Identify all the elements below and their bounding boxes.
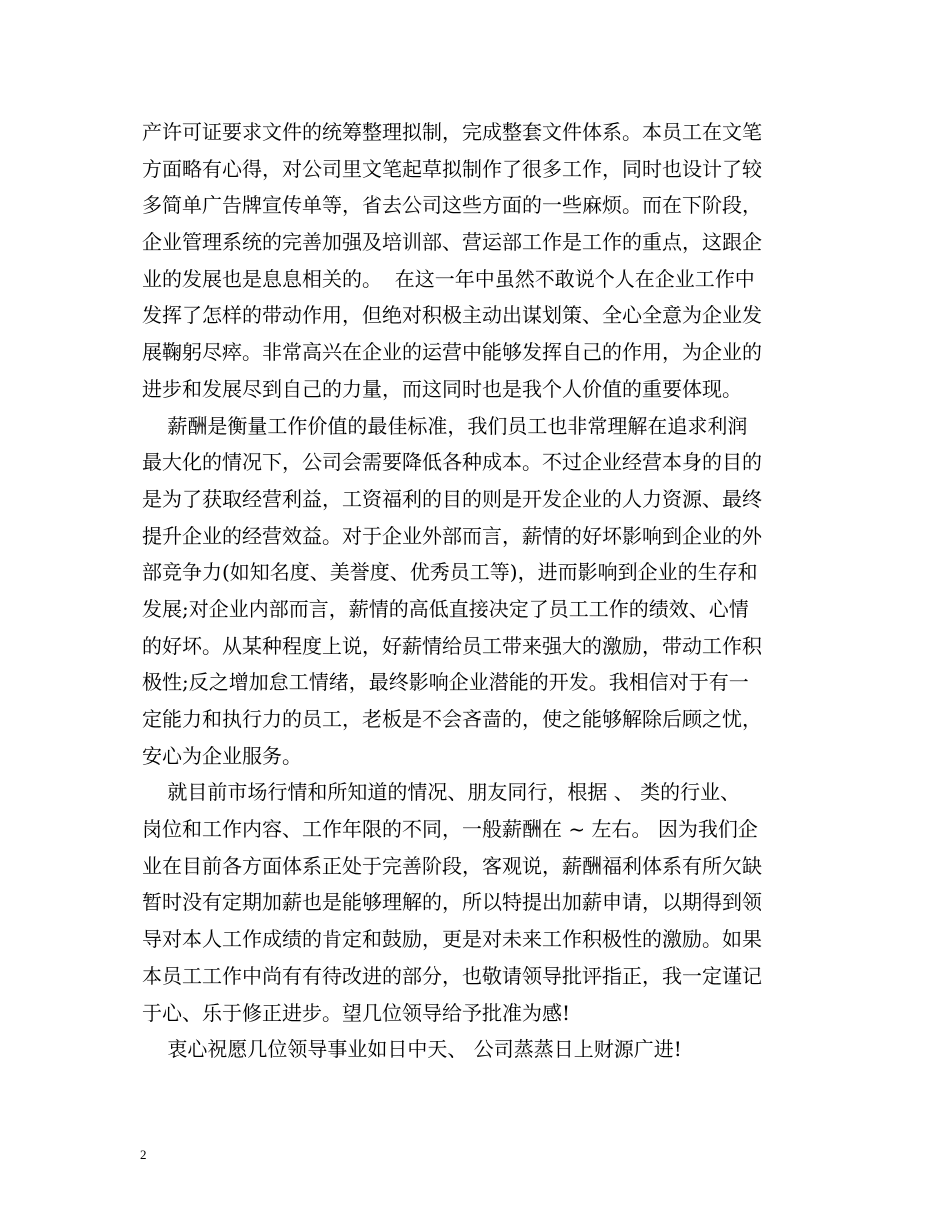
text-line: 岗位和工作内容、工作年限的不同，一般薪酬在 ~ 左右。 因为我们企: [142, 817, 758, 842]
text-line: 极性;反之增加怠工情绪，最终影响企业潜能的开发。我相信对于有一: [142, 670, 749, 695]
text-line: 最大化的情况下，公司会需要降低各种成本。不过企业经营本身的目的: [142, 450, 762, 475]
page-number: 2: [140, 1147, 147, 1162]
text-line: 于心、乐于修正进步。望几位领导给予批准为感!: [142, 1000, 571, 1025]
text-line: 就目前市场行情和所知道的情况、朋友同行，根据 、 类的行业、: [142, 780, 741, 805]
text-line: 发挥了怎样的带动作用，但绝对积极主动出谋划策、全心全意为企业发: [142, 303, 762, 328]
text-line: 衷心祝愿几位领导事业如日中天、 公司蒸蒸日上财源广进!: [142, 1037, 682, 1062]
text-line: 部竞争力(如知名度、美誉度、优秀员工等)，进而影响到企业的生存和: [142, 560, 758, 585]
text-line: 展鞠躬尽瘁。非常高兴在企业的运营中能够发挥自己的作用，为企业的: [142, 340, 762, 365]
text-line: 多简单广告牌宣传单等，省去公司这些方面的一些麻烦。而在下阶段，: [142, 193, 762, 218]
text-line: 薪酬是衡量工作价值的最佳标准，我们员工也非常理解在追求利润: [142, 413, 748, 438]
text-line: 是为了获取经营利益，工资福利的目的则是开发企业的人力资源、最终: [142, 486, 762, 511]
text-line: 本员工工作中尚有有待改进的部分，也敬请领导批评指正，我一定谨记: [142, 963, 762, 988]
text-line: 暂时没有定期加薪也是能够理解的，所以特提出加薪申请，以期得到领: [142, 890, 762, 915]
text-line: 产许可证要求文件的统筹整理拟制，完成整套文件体系。本员工在文笔: [142, 120, 762, 144]
body-text: [142, 114, 814, 1068]
text-line: 定能力和执行力的员工，老板是不会吝啬的，使之能够解除后顾之忧，: [142, 707, 762, 731]
text-line: 安心为企业服务。: [142, 743, 302, 768]
text-line: 发展;对企业内部而言，薪情的高低直接决定了员工工作的绩效、心情: [142, 596, 749, 621]
text-line: 进步和发展尽到自己的力量，而这同时也是我个人价值的重要体现。: [142, 376, 742, 401]
text-line: 导对本人工作成绩的肯定和鼓励，更是对未来工作积极性的激励。如果: [142, 927, 762, 952]
text-line: 业的发展也是息息相关的。 在这一年中虽然不敢说个人在企业工作中: [142, 266, 755, 291]
text-line: 提升企业的经营效益。对于企业外部而言，薪情的好坏影响到企业的外: [142, 523, 762, 548]
text-line: 企业管理系统的完善加强及培训部、营运部工作是工作的重点，这跟企: [142, 230, 762, 255]
text-line: 的好坏。从某种程度上说，好薪情给员工带来强大的激励，带动工作积: [142, 633, 762, 658]
text-line: 方面略有心得，对公司里文笔起草拟制作了很多工作，同时也设计了较: [142, 156, 762, 181]
text-line: 业在目前各方面体系正处于完善阶段，客观说，薪酬福利体系有所欠缺: [142, 853, 762, 878]
